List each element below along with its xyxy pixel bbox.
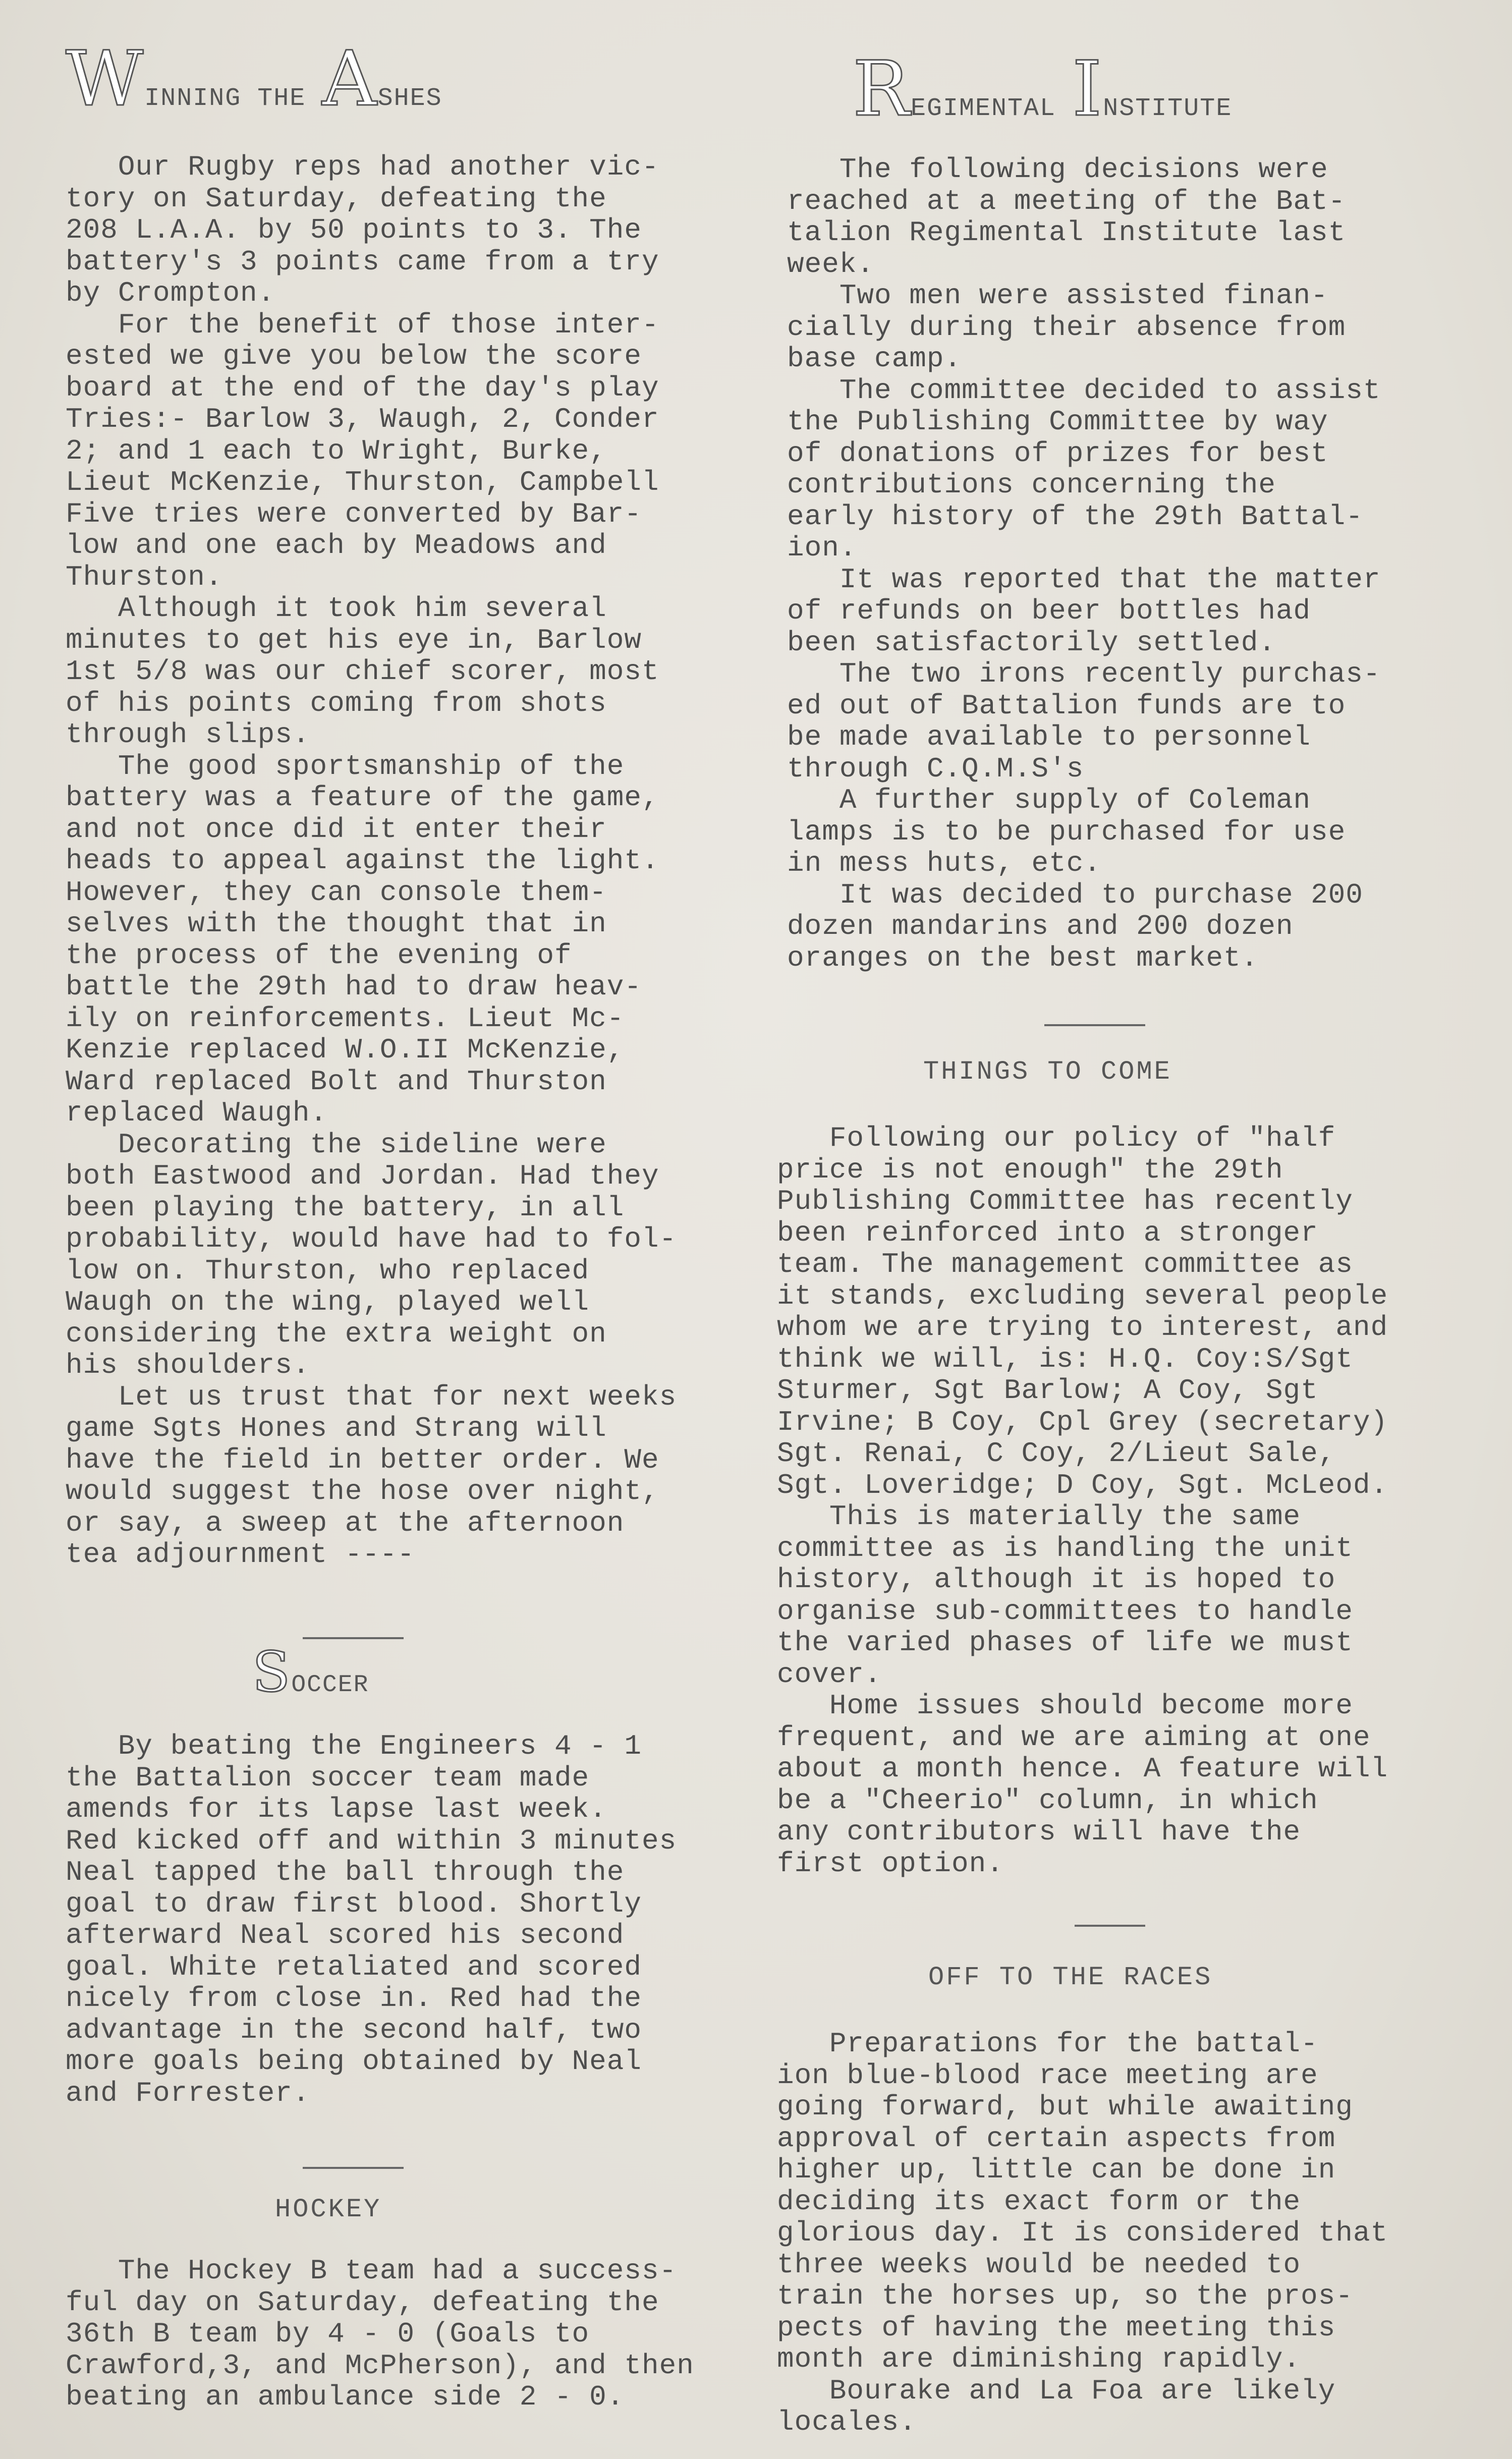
article-body: The following decisions were reached at a meeting of the Bat- talion Regimental Institute last week. Two men were assisted finan- cially during their absence from base camp. The committee decided to assist the Publishing Committee by way of donations of prizes for best contributions concerning the early history of the 29th Battal- ion. It was reported that the matter of refunds on beer bottles had been satisfactorily settled. The two irons recently purchas- ed out of Battalion funds are to be made available to personnel through C.Q.M.S's A further supply of Coleman lamps is to be purchased for use in mess huts, etc. It was decided to purchase 200 dozen mandarins and 200 dozen oranges on the best market. xyxy=(787,153,1381,974)
heading-text: INNING THE xyxy=(144,84,322,113)
heading-initial: S xyxy=(252,1640,292,1704)
heading-hockey: HOCKEY xyxy=(275,2195,382,2224)
article-regimental xyxy=(787,154,1493,974)
heading-initial: I xyxy=(1072,45,1103,133)
article-things-to-come xyxy=(777,1123,1493,1879)
article-hockey xyxy=(66,2255,772,2413)
divider xyxy=(303,1637,404,1639)
article-rugby xyxy=(66,151,772,1571)
article-body: Preparations for the battal- ion blue-blood race meeting are going forward, but while awaiting approval of certain aspects from higher up, little can be done in deciding its exact form or the glorious day. It is considered that three weeks would be needed to train the horses up, so the pros- pects of having the meeting this month are diminishing rapidly. Bourake and La Foa are likely locales. xyxy=(777,2028,1388,2438)
heading-initial: A xyxy=(322,35,378,123)
heading-text: OCCER xyxy=(291,1671,369,1699)
article-body: By beating the Engineers 4 - 1 the Battalion soccer team made amends for its lapse last week. Red kicked off and within 3 minutes Neal tapped the ball through the goal to draw first blood. Shortly afterward Neal scored his second goal. White retaliated and scored nicely from close in. Red had the advantage in the second half, two more goals being obtained by Neal and Forrester. xyxy=(66,1730,677,2109)
divider xyxy=(303,2167,404,2169)
heading-off-to-the-races: OFF TO THE RACES xyxy=(928,1963,1213,1992)
heading-initial: W xyxy=(66,35,145,123)
article-body: The Hockey B team had a success- ful day on Saturday, defeating the 36th B team by 4 - 0 (Goals to Crawford,3, and McPherson), and then beating an ambulance side 2 - 0. xyxy=(66,2255,694,2413)
article-soccer xyxy=(66,1730,772,2109)
heading-winning-the-ashes xyxy=(66,35,442,123)
heading-things-to-come: THINGS TO COME xyxy=(923,1057,1172,1087)
heading-initial: R xyxy=(853,45,911,133)
heading-text: EGIMENTAL xyxy=(910,94,1073,123)
divider xyxy=(1044,1024,1145,1026)
article-races xyxy=(777,2028,1493,2438)
heading-text: SHES xyxy=(377,84,442,113)
heading-text: NSTITUTE xyxy=(1103,94,1233,123)
article-body: Following our policy of "half price is not enough" the 29th Publishing Committee has recently been reinforced into a stronger team. The management committee as it stands, excluding several people whom we are trying to interest, and think we will, is: H.Q. Coy:S/Sgt Sturmer, Sgt Barlow; A Coy, Sgt Irvine; B Coy, Cpl Grey (secretary) Sgt. Renai, C Coy, 2/Lieut Sale, Sgt. Loveridge; D Coy, Sgt. McLeod. This is materially the same committee as is handling the unit history, although it is hoped to organise sub-committees to handle the varied phases of life we must cover. Home issues should become more frequent, and we are aiming at one about a month hence. A feature will be a "Cheerio" column, in which any contributors will have the first option. xyxy=(777,1122,1388,1880)
article-body: Our Rugby reps had another vic- tory on Saturday, defeating the 208 L.A.A. by 50 points to 3. The battery's 3 points came from a try by Crompton. For the benefit of those inter- ested we give you below the score board at the end of the day's play Tries:- Barlow 3, Waugh, 2, Conder 2; and 1 each to Wright, Burke, Lieut McKenzie, Thurston, Campbell Five tries were converted by Bar- low and one each by Meadows and Thurston. Although it took him several minutes to get his eye in, Barlow 1st 5/8 was our chief scorer, most of his points coming from shots through slips. The good sportsmanship of the battery was a feature of the game, and not once did it enter their heads to appeal against the light. However, they can console them- selves with the thought that in the process of the evening of battle the 29th had to draw heav- ily on reinforcements. Lieut Mc- Kenzie replaced W.O.II McKenzie, Ward replaced Bolt and Thurston replaced Waugh. Decorating the sideline were both Eastwood and Jordan. Had they been playing the battery, in all probability, would have had to fol- low on. Thurston, who replaced Waugh on the wing, played well considering the extra weight on his shoulders. Let us trust that for next weeks game Sgts Hones and Strang will have the field in better order. We would suggest the hose over night, or say, a sweep at the afternoon tea adjournment ---- xyxy=(66,151,677,1571)
heading-soccer xyxy=(252,1640,369,1704)
divider xyxy=(1075,1925,1145,1927)
heading-regimental-institute xyxy=(853,45,1232,133)
